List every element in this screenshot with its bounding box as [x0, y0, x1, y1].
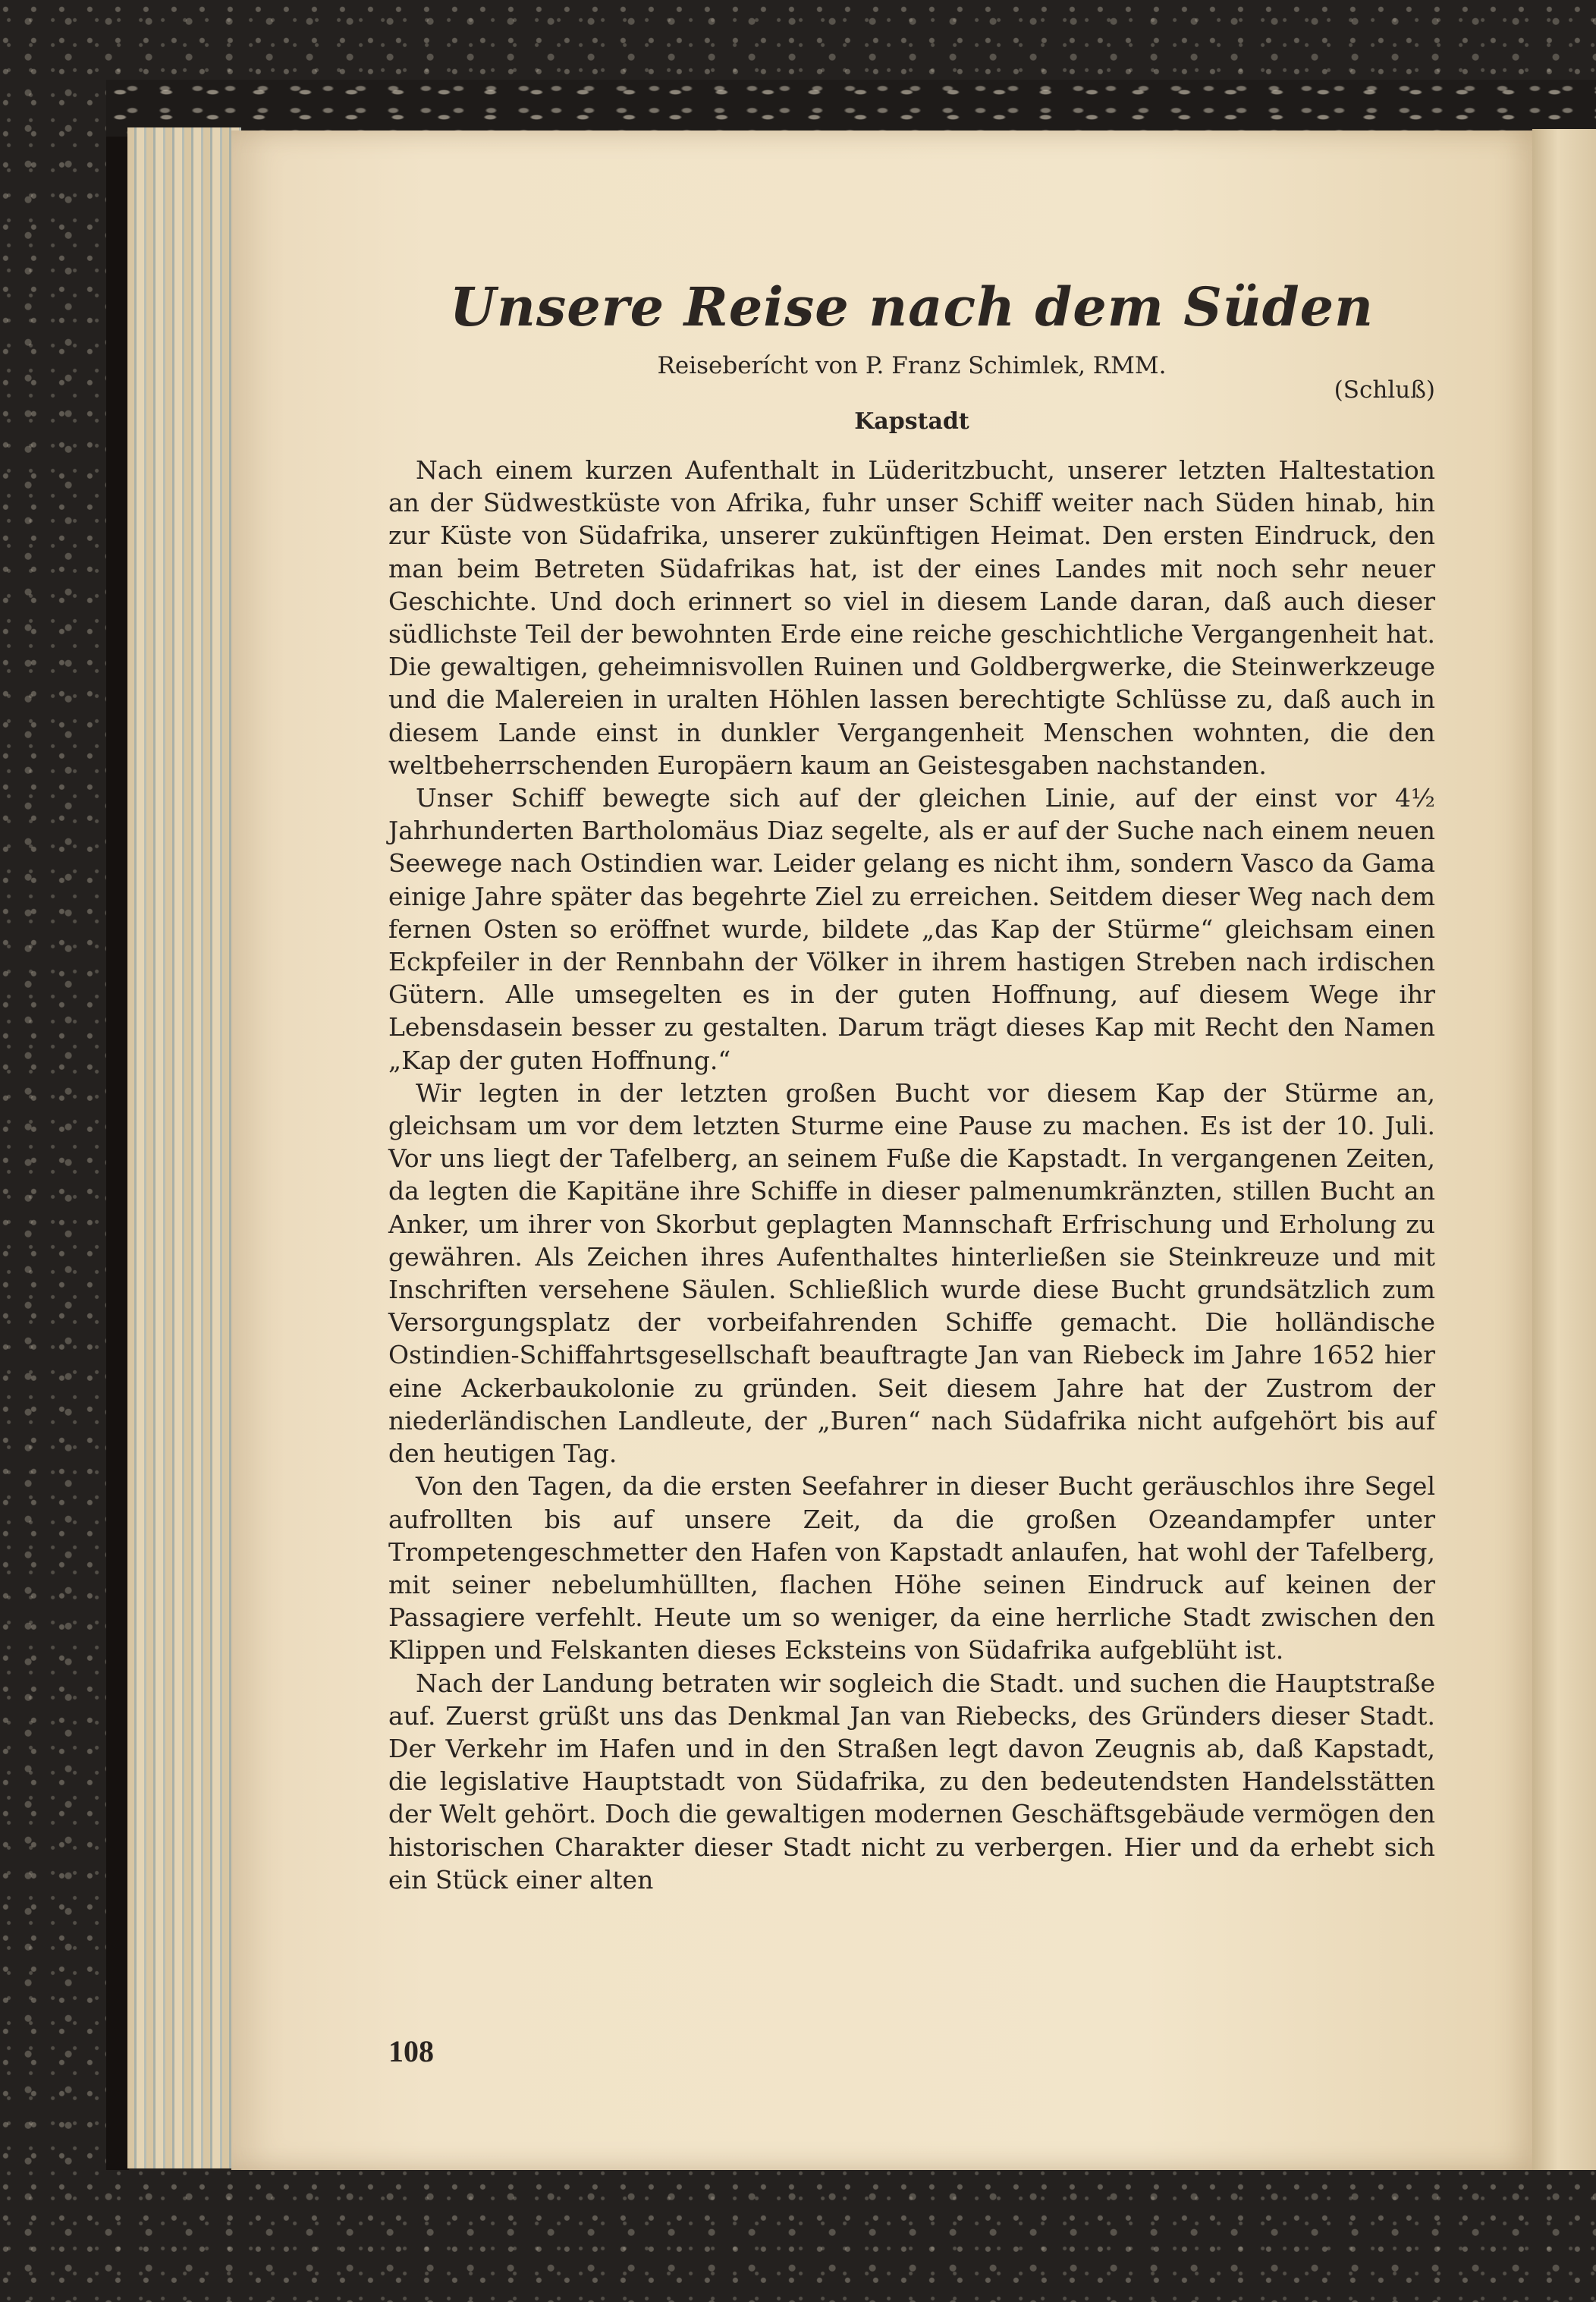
article [388, 275, 1435, 1896]
next-page-edge [1532, 129, 1596, 2170]
page-stack [127, 127, 241, 2168]
article-byline: Reiseberícht von P. Franz Schimlek, RMM. [657, 352, 1167, 379]
spine-edge [106, 137, 129, 2170]
section-heading: Kapstadt [854, 408, 969, 435]
article-title: Unsere Reise nach dem Süden [449, 275, 1375, 338]
paragraph: Nach der Landung betraten wir sogleich die Stadt. und suchen die Hauptstraße auf. Zuerst grüßt uns das Denkmal Jan van Riebecks, des Gründers dieser Stadt. Der Verkehr im Hafen und in den Straßen legt davon Zeugnis ab, daß Kapstadt, die legislative Hauptstadt von Südafrika, zu den bedeutendsten Handelsstätten der Welt gehört. Doch die gewaltigen modernen Geschäftsgebäude vermögen den historischen Charakter dieser Stadt nicht zu verbergen. Hier und da erhebt sich ein Stück einer alten [388, 1668, 1435, 1895]
paragraph: Unser Schiff bewegte sich auf der gleichen Linie, auf der einst vor 4½ Jahrhunderten Bartholomäus Diaz segelte, als er auf der Suche nach einem neuen Seewege nach Ostindien war. Leider gelang es nicht ihm, sondern Vasco da Gama einige Jahre später das begehrte Ziel zu erreichen. Seitdem dieser Weg nach dem fernen Osten so eröffnet wurde, bildete „das Kap der Stürme“ gleichsam einen Eckpfeiler in der Rennbahn der Völker in ihrem hastigen Streben nach irdischen Gütern. Alle umsegelten es in der guten Hoffnung, auf diesem Wege ihr Lebensdasein besser zu gestalten. Darum trägt dieses Kap mit Recht den Namen „Kap der guten Hoffnung.“ [388, 783, 1435, 1075]
article-body [388, 454, 1435, 1896]
paragraph: Von den Tagen, da die ersten Seefahrer in dieser Bucht geräuschlos ihre Segel aufrollten bis auf unsere Zeit, da die großen Ozeandampfer unter Trompetengeschmetter den Hafen von Kapstadt anlaufen, hat wohl der Tafelberg, mit seiner nebelumhüllten, flachen Höhe seinen Eindruck auf keinen der Passagiere verfehlt. Heute um so weniger, da eine herrliche Stadt zwischen den Klippen und Felskanten dieses Ecksteins von Südafrika aufgeblüht ist. [388, 1471, 1435, 1665]
page-number: 108 [388, 2034, 434, 2068]
paragraph: Wir legten in der letzten großen Bucht vor diesem Kap der Stürme an, gleichsam um vor dem letzten Sturme eine Pause zu machen. Es ist der 10. Juli. Vor uns liegt der Tafelberg, an seinem Fuße die Kapstadt. In vergangenen Zeiten, da legten die Kapitäne ihre Schiffe in dieser palmenumkränzten, stillen Bucht an Anker, um ihrer von Skorbut geplagten Mannschaft Erfrischung und Erholung zu gewähren. Als Zeichen ihres Aufenthaltes hinterließen sie Steinkreuze und mit Inschriften versehene Säulen. Schließlich wurde diese Bucht grundsätzlich zum Versorgungsplatz der vorbeifahrenden Schiffe gemacht. Die holländische Ostindien-Schiffahrtsgesellschaft beauftragte Jan van Riebeck im Jahre 1652 hier eine Ackerbaukolonie zu gründen. Seit diesem Jahre hat der Zustrom der niederländischen Landleute, der „Buren“ nach Südafrika nicht aufgehört bis auf den heutigen Tag. [388, 1077, 1435, 1469]
continuation-note: (Schluß) [1334, 376, 1435, 404]
paragraph: Nach einem kurzen Aufenthalt in Lüderitzbucht, unserer letzten Haltestation an der Südwestküste von Afrika, fuhr unser Schiff weiter nach Süden hinab, hin zur Küste von Südafrika, unserer zukünftigen Heimat. Den ersten Eindruck, den man beim Betreten Südafrikas hat, ist der eines Landes mit noch sehr neuer Geschichte. Und doch erinnert so viel in diesem Lande daran, daß auch dieser südlichste Teil der bewohnten Erde eine reiche geschichtliche Vergangenheit hat. Die gewaltigen, geheimnisvollen Ruinen und Goldbergwerke, die Steinwerkzeuge und die Malereien in uralten Höhlen lassen berechtigte Schlüsse zu, daß auch in diesem Lande einst in dunkler Vergangenheit Menschen wohnten, die den weltbeherrschenden Europäern kaum an Geistesgaben nachstanden. [388, 455, 1435, 780]
